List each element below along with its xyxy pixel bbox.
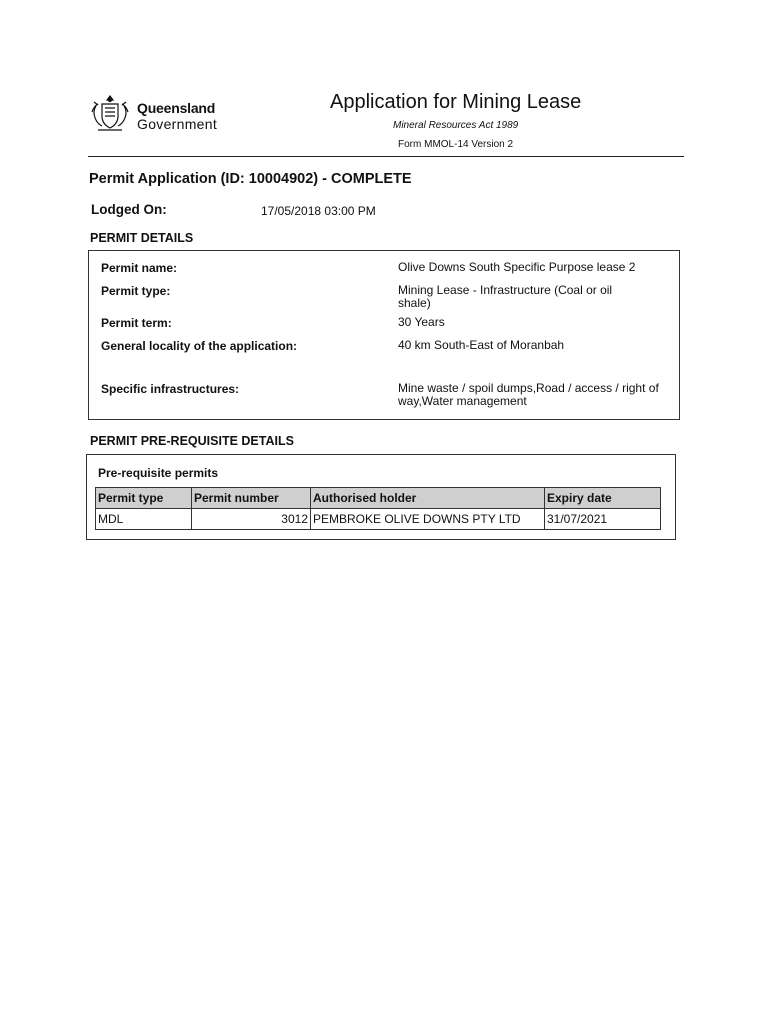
column-header: Permit type	[96, 488, 192, 509]
permit-term-label: Permit term:	[101, 316, 172, 330]
lodged-on-value: 17/05/2018 03:00 PM	[261, 204, 376, 218]
prerequisite-permits-subtitle: Pre-requisite permits	[98, 466, 219, 480]
permit-term-value: 30 Years	[398, 315, 445, 329]
expiry-date-cell: 31/07/2021	[545, 509, 661, 530]
table-header-row	[96, 488, 661, 509]
column-header: Permit number	[192, 488, 311, 509]
prerequisite-permits-table	[95, 487, 661, 530]
permit-name-label: Permit name:	[101, 261, 178, 275]
specific-infrastructures-value: Mine waste / spoil dumps,Road / access / right of way,Water management	[398, 381, 659, 408]
column-header: Expiry date	[545, 488, 661, 509]
lodged-on-label: Lodged On:	[91, 202, 167, 217]
table-row	[96, 509, 661, 530]
permit-details-title: PERMIT DETAILS	[90, 231, 194, 245]
permit-type-value: Mining Lease - Infrastructure (Coal or oil shale)	[398, 283, 613, 310]
form-version: Form MMOL-14 Version 2	[398, 139, 514, 150]
permit-type-label: Permit type:	[101, 284, 171, 298]
authorised-holder-cell: PEMBROKE OLIVE DOWNS PTY LTD	[311, 509, 545, 530]
header-divider	[88, 156, 684, 157]
permit-number-cell: 3012	[192, 509, 311, 530]
permit-name-value: Olive Downs South Specific Purpose lease 2	[398, 260, 636, 274]
general-locality-value: 40 km South-East of Moranbah	[398, 338, 565, 352]
application-heading: Permit Application (ID: 10004902) - COMPLETE	[89, 171, 412, 187]
document-title: Application for Mining Lease	[330, 91, 582, 113]
specific-infrastructures-label: Specific infrastructures:	[101, 382, 240, 396]
column-header: Authorised holder	[311, 488, 545, 509]
prerequisite-details-title: PERMIT PRE-REQUISITE DETAILS	[90, 434, 294, 448]
general-locality-label: General locality of the application:	[101, 339, 298, 353]
logo-wordmark-line2: Government	[137, 116, 218, 132]
logo-wordmark-line1: Queensland	[137, 100, 216, 116]
document-subtitle: Mineral Resources Act 1989	[393, 120, 519, 131]
queensland-coat-of-arms-icon	[88, 92, 132, 136]
permit-type-cell: MDL	[96, 509, 192, 530]
queensland-government-logo	[88, 92, 228, 136]
